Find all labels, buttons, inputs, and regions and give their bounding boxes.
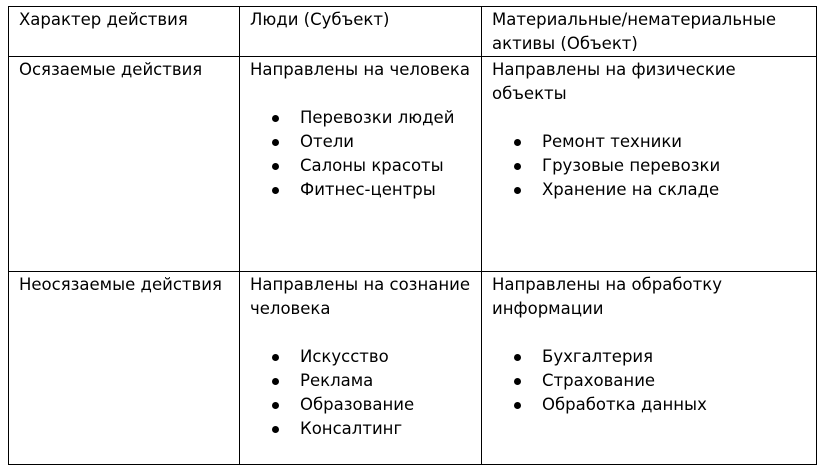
list-item: Ремонт техники <box>492 130 806 154</box>
bullet-list <box>250 345 471 441</box>
list-item: Хранение на складе <box>492 178 806 202</box>
list-item: Искусство <box>250 345 471 369</box>
header-cell-assets: Материальные/нематериальные активы (Объект) <box>482 7 817 57</box>
header-row <box>9 7 817 57</box>
bullet-list <box>492 130 806 202</box>
cell-tangible-people <box>240 57 482 272</box>
cell-title: Направлены на сознание человека <box>250 275 471 318</box>
row-label-intangible: Неосязаемые действия <box>9 272 240 465</box>
list-item: Перевозки людей <box>250 106 471 130</box>
services-classification-table <box>8 6 817 465</box>
table-row-intangible <box>9 272 817 465</box>
list-item: Консалтинг <box>250 417 471 441</box>
list-item: Отели <box>250 130 471 154</box>
cell-tangible-assets <box>482 57 817 272</box>
list-item: Бухгалтерия <box>492 345 806 369</box>
list-item: Реклама <box>250 369 471 393</box>
list-item: Страхование <box>492 369 806 393</box>
cell-title: Направлены на человека <box>250 60 471 79</box>
table-row-tangible <box>9 57 817 272</box>
list-item: Грузовые перевозки <box>492 154 806 178</box>
list-item: Салоны красоты <box>250 154 471 178</box>
cell-title: Направлены на обработку информации <box>492 275 722 318</box>
header-cell-people: Люди (Субъект) <box>240 7 482 57</box>
list-item: Фитнес-центры <box>250 178 471 202</box>
cell-intangible-people <box>240 272 482 465</box>
bullet-list <box>492 345 806 417</box>
bullet-list <box>250 106 471 202</box>
header-cell-action-type: Характер действия <box>9 7 240 57</box>
list-item: Образование <box>250 393 471 417</box>
row-label-tangible: Осязаемые действия <box>9 57 240 272</box>
list-item: Обработка данных <box>492 393 806 417</box>
cell-title: Направлены на физические объекты <box>492 60 736 103</box>
cell-intangible-assets <box>482 272 817 465</box>
